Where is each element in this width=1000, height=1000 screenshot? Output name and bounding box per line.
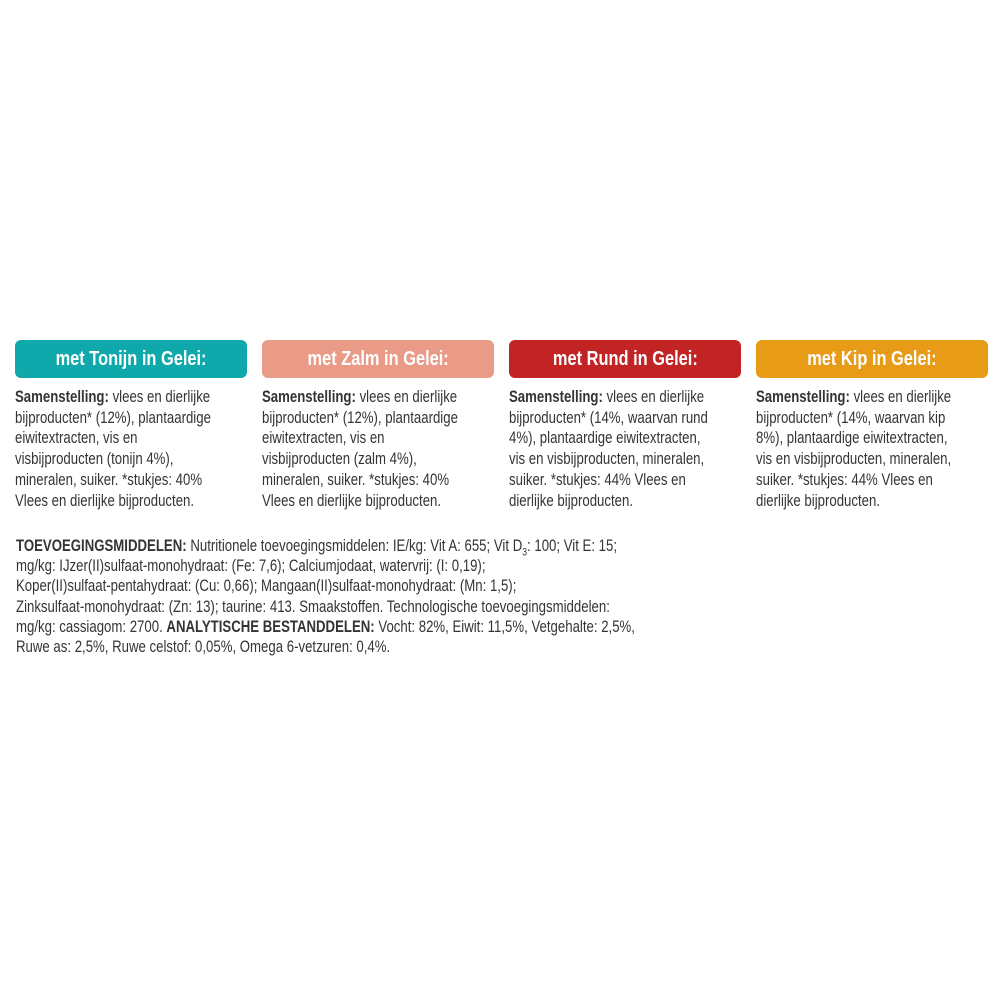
variety-column-tonijn [15, 340, 247, 511]
text-line: bijproducten* (14%, waarvan kip [756, 408, 946, 427]
variety-column-kip [756, 340, 988, 511]
text-line: Vlees en dierlijke bijproducten. [15, 491, 195, 510]
text-line: vis en visbijproducten, mineralen, [509, 450, 705, 469]
variety-header-label: met Rund in Gelei: [552, 347, 698, 370]
variety-header-label: met Zalm in Gelei: [307, 347, 449, 370]
text-line: mg/kg: IJzer(II)sulfaat-monohydraat: (Fe: 7,6); Calciumjodaat, watervrij: (I: 0,19); [16, 557, 486, 576]
text-line: Samenstelling: vlees en dierlijke [262, 388, 458, 406]
variety-header-badge-rund [509, 340, 741, 378]
ingredients-text-zalm [262, 387, 494, 511]
ingredients-text-kip [756, 387, 988, 511]
text-line: vis en visbijproducten, mineralen, [756, 450, 952, 469]
text-line: TOEVOEGINGSMIDDELEN: Nutritionele toevoegingsmiddelen: IE/kg: Vit A: 655; Vit $D_3$: 100; Vit E: 15; [16, 537, 618, 559]
text-line: Vlees en dierlijke bijproducten. [262, 491, 442, 510]
additives-and-analysis-text [16, 536, 976, 657]
text-line: bijproducten* (12%), plantaardige [15, 408, 211, 427]
text-line: eiwitextracten, vis en [262, 429, 385, 448]
text-line: visbijproducten (zalm 4%), [262, 450, 417, 469]
ingredients-text-tonijn [15, 387, 247, 511]
text-line: eiwitextracten, vis en [15, 429, 138, 448]
text-line: mg/kg: cassiagom: 2700. ANALYTISCHE BESTANDDELEN: Vocht: 82%, Eiwit: 11,5%, Vetgehalte: 2,5%, [16, 617, 635, 636]
variety-columns [15, 340, 988, 511]
text-line: mineralen, suiker. *stukjes: 40% [262, 470, 450, 489]
text-line: dierlijke bijproducten. [509, 491, 634, 510]
variety-column-rund [509, 340, 741, 511]
text-line: Koper(II)sulfaat-pentahydraat: (Cu: 0,66); Mangaan(II)sulfaat-monohydraat: (Mn: 1,5); [16, 577, 517, 596]
text-line: mineralen, suiker. *stukjes: 40% [15, 470, 203, 489]
text-line: 8%), plantaardige eiwitextracten, [756, 429, 948, 448]
text-line: Zinksulfaat-monohydraat: (Zn: 13); taurine: 413. Smaakstoffen. Technologische toevoegingsmiddelen: [16, 597, 610, 616]
variety-column-zalm [262, 340, 494, 511]
variety-header-label: met Tonijn in Gelei: [55, 347, 207, 370]
text-line: Samenstelling: vlees en dierlijke [15, 388, 211, 406]
variety-header-badge-tonijn [15, 340, 247, 378]
ingredients-text-rund [509, 387, 741, 511]
variety-header-badge-kip [756, 340, 988, 378]
variety-header-label: met Kip in Gelei: [807, 347, 937, 370]
variety-header-badge-zalm [262, 340, 494, 378]
text-line: bijproducten* (14%, waarvan rund [509, 408, 708, 427]
text-line: suiker. *stukjes: 44% Vlees en [509, 470, 686, 489]
text-line: suiker. *stukjes: 44% Vlees en [756, 470, 933, 489]
text-line: Ruwe as: 2,5%, Ruwe celstof: 0,05%, Omega 6-vetzuren: 0,4%. [16, 638, 391, 657]
text-line: Samenstelling: vlees en dierlijke [509, 388, 705, 406]
text-line: Samenstelling: vlees en dierlijke [756, 388, 952, 406]
text-line: 4%), plantaardige eiwitextracten, [509, 429, 701, 448]
text-line: dierlijke bijproducten. [756, 491, 881, 510]
text-line: visbijproducten (tonijn 4%), [15, 450, 174, 469]
text-line: bijproducten* (12%), plantaardige [262, 408, 458, 427]
